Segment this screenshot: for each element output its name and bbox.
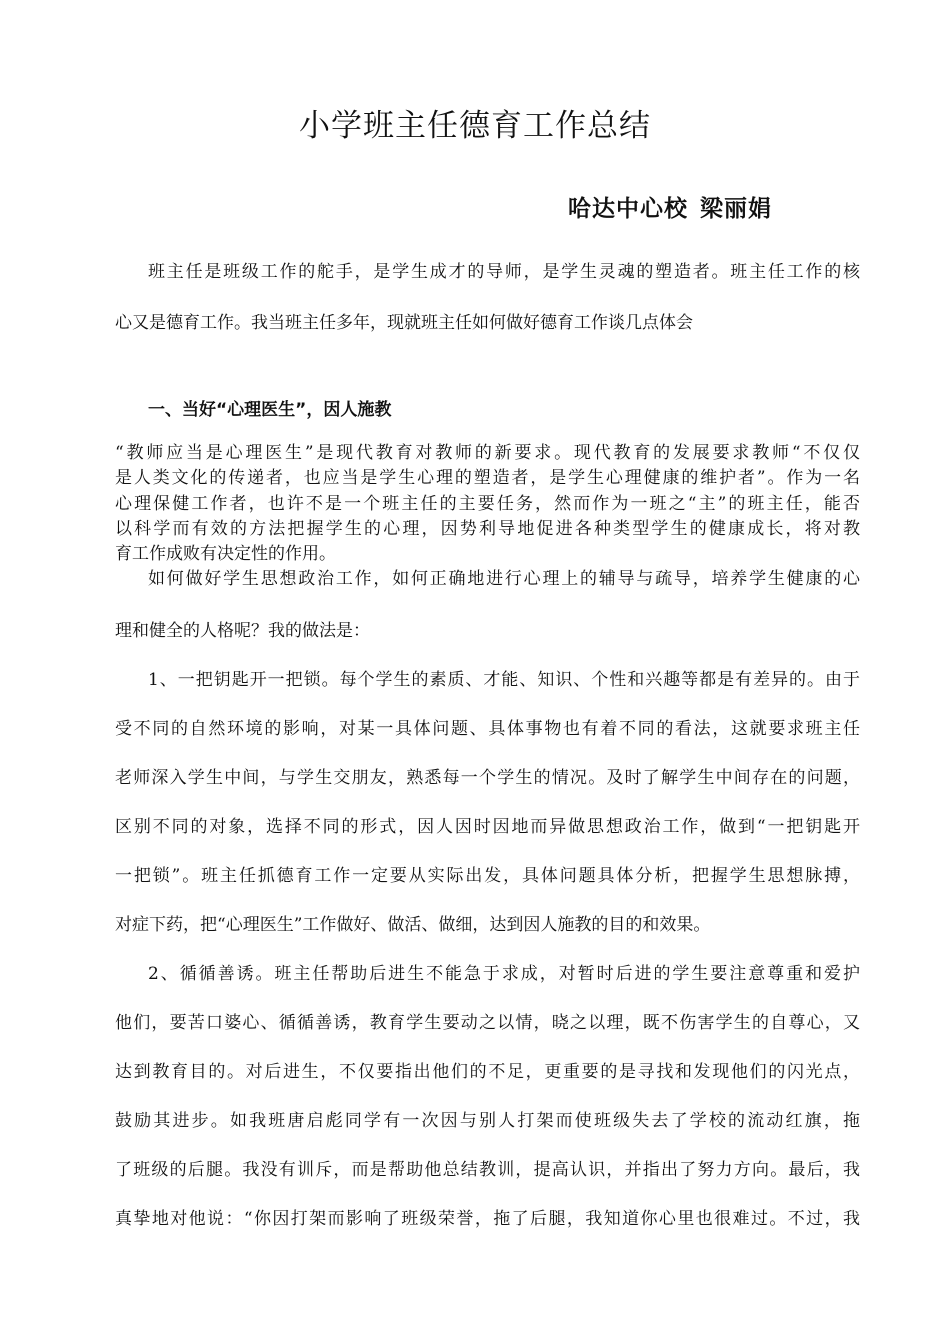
intro-line: 心又是德育工作。我当班主任多年，现就班主任如何做好德育工作谈几点体会 — [115, 313, 693, 333]
paragraph-line: 心理保健工作者，也许不是一个班主任的主要任务，然而作为一班之“主”的班主任，能否 — [115, 494, 860, 514]
paragraph-line: 育工作成败有决定性的作用。 — [115, 544, 336, 564]
paragraph-line: 老师深入学生中间，与学生交朋友，熟悉每一个学生的情况。及时了解学生中间存在的问题， — [115, 768, 860, 788]
paragraph-line: 一把锁”。班主任抓德育工作一定要从实际出发，具体问题具体分析，把握学生思想脉搏， — [115, 866, 860, 886]
paragraph-line: 2、循循善诱。班主任帮助后进生不能急于求成，对暂时后进的学生要注意尊重和爱护 — [148, 964, 860, 984]
document-title: 小学班主任德育工作总结 — [299, 108, 651, 144]
paragraph-line: 真挚地对他说：“你因打架而影响了班级荣誉，拖了后腿，我知道你心里也很难过。不过，我 — [115, 1209, 860, 1229]
paragraph-line: 对症下药，把“心理医生”工作做好、做活、做细，达到因人施教的目的和效果。 — [115, 915, 711, 935]
paragraph-line: 是人类文化的传递者，也应当是学生心理的塑造者，是学生心理健康的维护者”。作为一名 — [115, 468, 860, 488]
section-heading: 一、当好“心理医生”，因人施教 — [148, 400, 392, 420]
paragraph-line: 达到教育目的。对后进生，不仅要指出他们的不足，更重要的是寻找和发现他们的闪光点， — [115, 1062, 860, 1082]
author-name: 梁丽娟 — [700, 196, 772, 222]
paragraph-line: 如何做好学生思想政治工作，如何正确地进行心理上的辅导与疏导，培养学生健康的心 — [148, 569, 860, 589]
paragraph-line: 了班级的后腿。我没有训斥，而是帮助他总结教训，提高认识，并指出了努力方向。最后，我 — [115, 1160, 860, 1180]
paragraph-line: 1、一把钥匙开一把锁。每个学生的素质、才能、知识、个性和兴趣等都是有差异的。由于 — [148, 670, 860, 690]
author-school: 哈达中心校 — [568, 196, 688, 222]
paragraph-line: 区别不同的对象，选择不同的形式，因人因时因地而异做思想政治工作，做到“一把钥匙开 — [115, 817, 860, 837]
author-line — [568, 192, 772, 226]
paragraph-line: 以科学而有效的方法把握学生的心理，因势利导地促进各种类型学生的健康成长，将对教 — [115, 519, 860, 539]
paragraph-line: “教师应当是心理医生”是现代教育对教师的新要求。现代教育的发展要求教师“不仅仅 — [115, 443, 860, 463]
paragraph-line: 受不同的自然环境的影响，对某一具体问题、具体事物也有着不同的看法，这就要求班主任 — [115, 719, 860, 739]
paragraph-line: 理和健全的人格呢？我的做法是： — [115, 621, 370, 641]
intro-line: 班主任是班级工作的舵手，是学生成才的导师，是学生灵魂的塑造者。班主任工作的核 — [148, 262, 860, 282]
paragraph-line: 他们，要苦口婆心、循循善诱，教育学生要动之以情，晓之以理，既不伤害学生的自尊心，又 — [115, 1013, 860, 1033]
paragraph-line: 鼓励其进步。如我班唐启彪同学有一次因与别人打架而使班级失去了学校的流动红旗，拖 — [115, 1111, 860, 1131]
